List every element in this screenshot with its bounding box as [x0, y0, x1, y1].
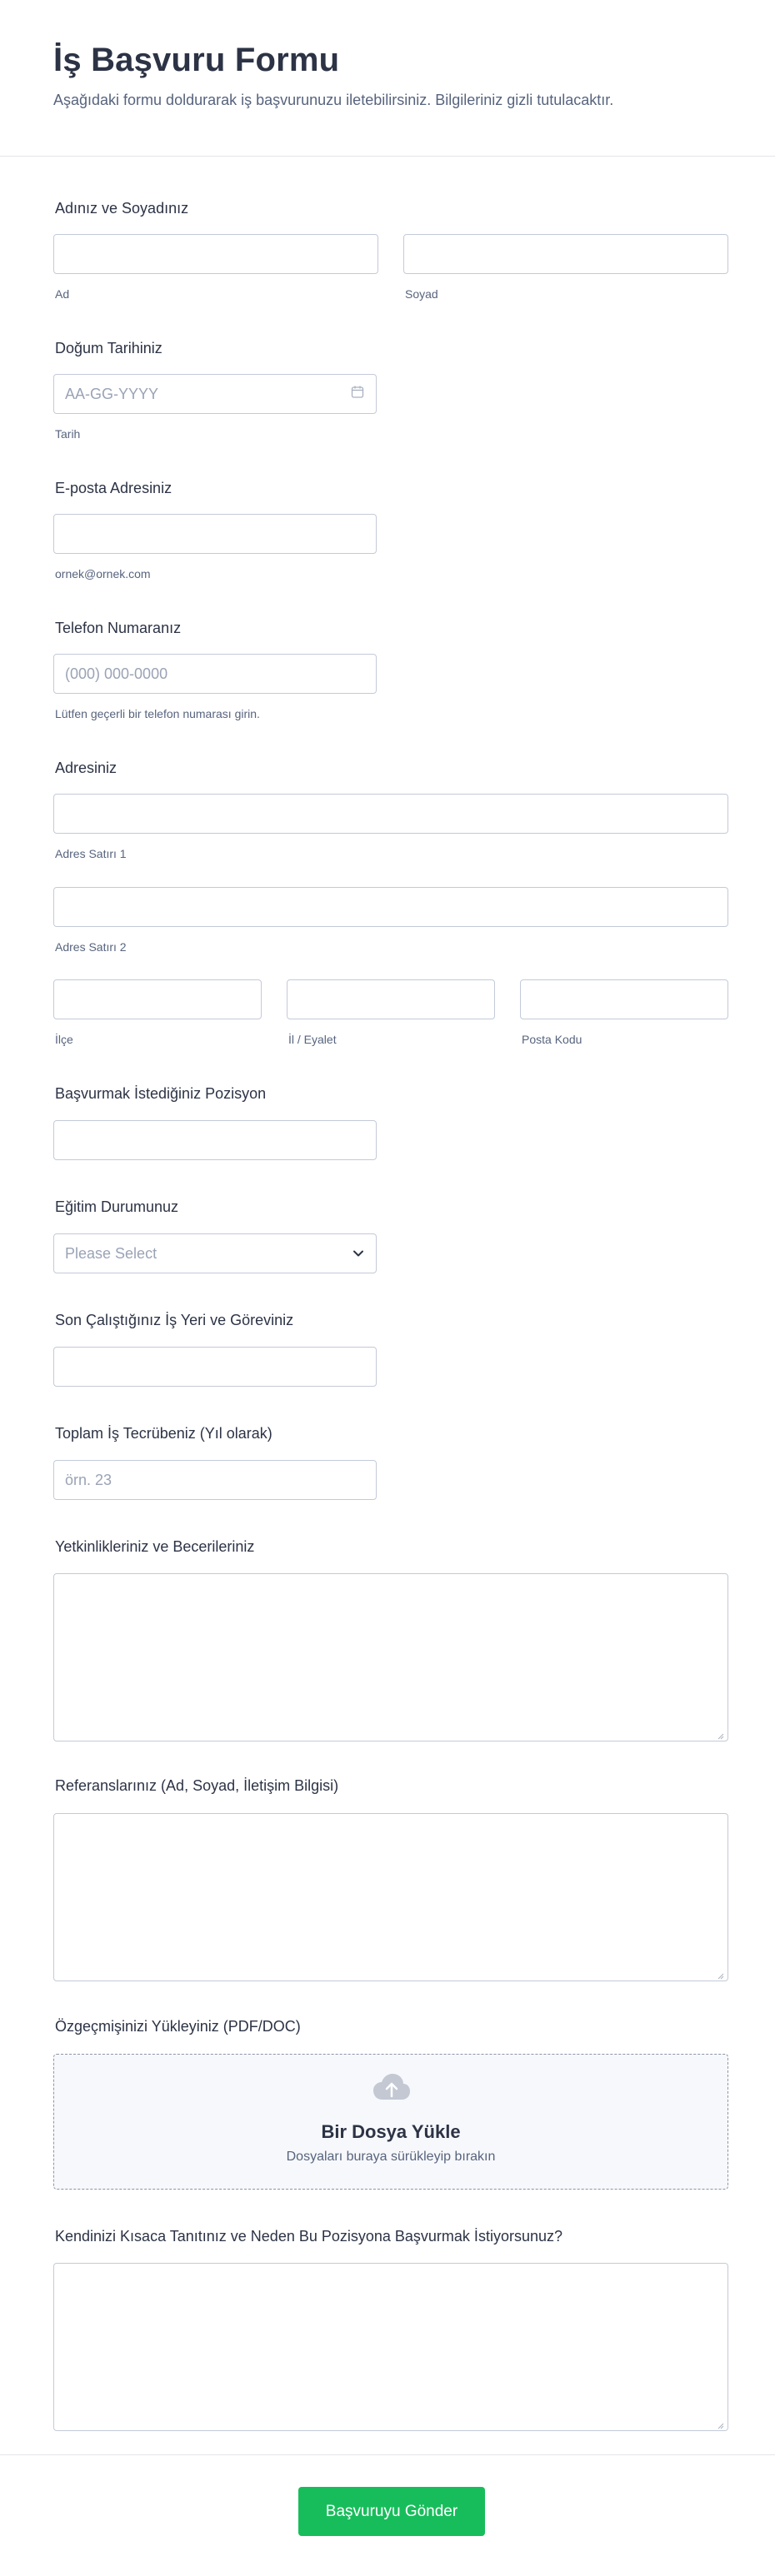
form-title: İş Başvuru Formu [53, 42, 340, 78]
form-subtitle: Aşağıdaki formu doldurarak iş başvurunuzu iletebilirsiniz. Bilgileriniz gizli tutulacaktır. [53, 92, 614, 108]
resize-grip-icon[interactable] [716, 2419, 724, 2427]
education-select[interactable] [53, 1233, 377, 1273]
about-label: Kendinizi Kısaca Tanıtınız ve Neden Bu Pozisyona Başvurmak İstiyorsunuz? [55, 2228, 562, 2245]
footer-divider [0, 2454, 775, 2455]
cloud-upload-icon [372, 2073, 411, 2105]
resume-label: Özgeçmişinizi Yükleyiniz (PDF/DOC) [55, 2018, 301, 2035]
calendar-icon[interactable] [351, 386, 364, 403]
birth-date-sublabel: Tarih [55, 427, 81, 441]
birth-date-input[interactable] [53, 374, 377, 414]
state-input[interactable] [287, 979, 495, 1019]
upload-title: Bir Dosya Yükle [321, 2121, 461, 2142]
experience-input[interactable] [53, 1460, 377, 1500]
name-label: Adınız ve Soyadınız [55, 200, 189, 217]
email-label: E-posta Adresiniz [55, 480, 172, 496]
resume-upload-dropzone[interactable] [53, 2054, 728, 2190]
position-input[interactable] [53, 1120, 377, 1160]
submit-button[interactable]: Başvuruyu Gönder [298, 2487, 485, 2536]
email-sublabel: ornek@ornek.com [55, 567, 151, 580]
references-textarea[interactable] [53, 1813, 728, 1981]
skills-textarea[interactable] [53, 1573, 728, 1741]
address-line2-sublabel: Adres Satırı 2 [55, 940, 127, 954]
address-label: Adresiniz [55, 760, 118, 776]
phone-label: Telefon Numaranız [55, 620, 182, 636]
address-line1-sublabel: Adres Satırı 1 [55, 847, 127, 860]
header-divider [0, 156, 775, 157]
experience-label: Toplam İş Tecrübeniz (Yıl olarak) [55, 1425, 272, 1442]
postal-code-input[interactable] [520, 979, 728, 1019]
first-name-sublabel: Ad [55, 287, 70, 301]
phone-placeholder: (000) 000-0000 [65, 665, 168, 682]
position-label: Başvurmak İstediğiniz Pozisyon [55, 1085, 267, 1102]
education-selected-value: Please Select [65, 1244, 158, 1262]
skills-label: Yetkinlikleriniz ve Becerileriniz [55, 1538, 255, 1555]
last-name-input[interactable] [403, 234, 728, 274]
chevron-down-icon [352, 1245, 364, 1263]
resize-grip-icon[interactable] [716, 1969, 724, 1977]
experience-placeholder: örn. 23 [65, 1471, 112, 1488]
state-sublabel: İl / Eyalet [288, 1033, 337, 1046]
first-name-input[interactable] [53, 234, 378, 274]
education-label: Eğitim Durumunuz [55, 1198, 179, 1215]
resize-grip-icon[interactable] [716, 1729, 724, 1737]
last-name-sublabel: Soyad [405, 287, 438, 301]
phone-input[interactable] [53, 654, 377, 694]
district-input[interactable] [53, 979, 262, 1019]
district-sublabel: İlçe [55, 1033, 73, 1046]
about-textarea[interactable] [53, 2263, 728, 2431]
address-line2-input[interactable] [53, 887, 728, 927]
email-input[interactable] [53, 514, 377, 554]
birth-date-placeholder: AA-GG-YYYY [65, 385, 159, 402]
last-job-label: Son Çalıştığınız İş Yeri ve Göreviniz [55, 1312, 294, 1328]
postal-code-sublabel: Posta Kodu [522, 1033, 582, 1046]
phone-sublabel: Lütfen geçerli bir telefon numarası girin. [55, 707, 260, 720]
birth-date-label: Doğum Tarihiniz [55, 340, 162, 356]
references-label: Referanslarınız (Ad, Soyad, İletişim Bilgisi) [55, 1777, 339, 1794]
address-line1-input[interactable] [53, 794, 728, 834]
last-job-input[interactable] [53, 1347, 377, 1387]
upload-subtitle: Dosyaları buraya sürükleyip bırakın [286, 2150, 496, 2164]
